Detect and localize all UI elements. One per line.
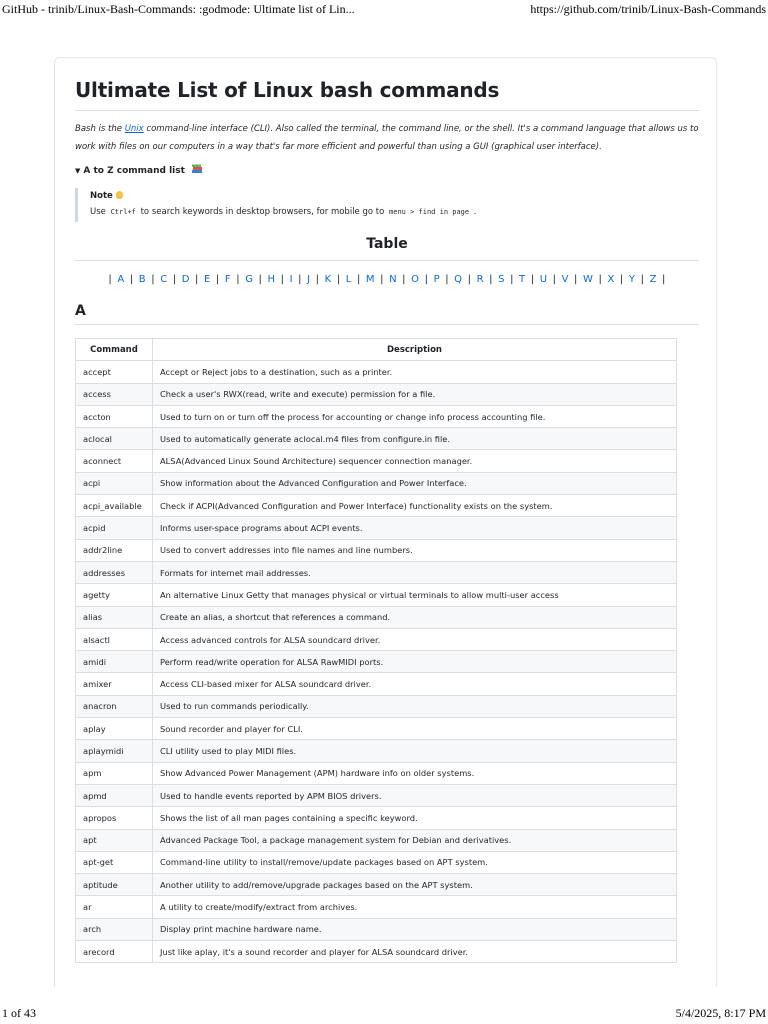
nav-separator: |: [424, 274, 429, 285]
description-cell: Perform read/write operation for ALSA RawMIDI ports.: [153, 651, 677, 673]
letter-link-p[interactable]: P: [433, 274, 440, 285]
table-row: [76, 762, 677, 784]
nav-separator: |: [662, 274, 666, 285]
command-cell: agetty: [76, 584, 153, 606]
nav-separator: |: [574, 274, 578, 285]
description-cell: Used to handle events reported by APM BIOS drivers.: [153, 784, 677, 806]
print-header-url: https://github.com/trinib/Linux-Bash-Commands: [530, 2, 766, 16]
nav-separator: |: [298, 274, 302, 285]
description-cell: Show Advanced Power Management (APM) hardware info on older systems.: [153, 762, 677, 784]
letter-link-s[interactable]: S: [498, 274, 505, 285]
letter-link-r[interactable]: R: [476, 274, 484, 285]
letter-link-f[interactable]: F: [224, 274, 231, 285]
details-toggle[interactable]: [75, 162, 203, 176]
table-row: [76, 718, 677, 740]
command-cell: aptitude: [76, 874, 153, 896]
description-cell: Display print machine hardware name.: [153, 918, 677, 940]
page-count: 1 of 43: [2, 1006, 36, 1020]
table-row: [76, 807, 677, 829]
letter-link-m[interactable]: M: [365, 274, 375, 285]
command-cell: access: [76, 383, 153, 405]
letter-link-g[interactable]: G: [245, 274, 254, 285]
intro-paragraph: [75, 120, 699, 156]
description-cell: Create an alias, a shortcut that references a command.: [153, 606, 677, 628]
intro-text-before: Bash is the: [75, 124, 125, 134]
nav-separator: |: [445, 274, 449, 285]
nav-separator: |: [380, 274, 384, 285]
letter-link-j[interactable]: J: [307, 274, 311, 285]
description-cell: Shows the list of all man pages containing a specific keyword.: [153, 807, 677, 829]
table-row: [76, 383, 677, 405]
letter-link-c[interactable]: C: [160, 274, 168, 285]
nav-separator: |: [258, 274, 263, 285]
description-cell: Check if ACPI(Advanced Configuration and Power Interface) functionality exists on the system.: [153, 495, 677, 517]
letter-link-t[interactable]: T: [519, 274, 526, 285]
nav-separator: |: [510, 274, 514, 285]
table-row: [76, 651, 677, 673]
nav-separator: |: [129, 274, 134, 285]
nav-separator: |: [172, 274, 177, 285]
description-cell: Used to turn on or turn off the process for accounting or change info process accounting file.: [153, 405, 677, 427]
letter-link-y[interactable]: Y: [628, 274, 636, 285]
table-row: [76, 673, 677, 695]
command-cell: alias: [76, 606, 153, 628]
description-cell: Advanced Package Tool, a package management system for Debian and derivatives.: [153, 829, 677, 851]
description-cell: Used to run commands periodically.: [153, 695, 677, 717]
nav-separator: |: [356, 274, 361, 285]
triangle-down-icon: ▼: [75, 167, 81, 175]
table-row: [76, 361, 677, 383]
description-cell: Sound recorder and player for CLI.: [153, 718, 677, 740]
command-cell: addr2line: [76, 539, 153, 561]
page-title: Ultimate List of Linux bash commands: [75, 78, 699, 111]
command-cell: accton: [76, 405, 153, 427]
command-cell: addresses: [76, 561, 153, 583]
table-row: [76, 539, 677, 561]
letter-link-u[interactable]: U: [539, 274, 548, 285]
description-cell: Just like aplay, it's a sound recorder and player for ALSA soundcard driver.: [153, 941, 677, 963]
note-title: Note: [90, 191, 123, 201]
nav-separator: |: [151, 274, 155, 285]
nav-separator: |: [336, 274, 341, 285]
description-cell: Used to automatically generate aclocal.m4 files from configure.in file.: [153, 428, 677, 450]
table-row: [76, 517, 677, 539]
command-cell: arch: [76, 918, 153, 940]
command-cell: amixer: [76, 673, 153, 695]
commands-table: [75, 338, 677, 963]
column-header-description: Description: [153, 339, 677, 361]
command-cell: apm: [76, 762, 153, 784]
table-row: [76, 941, 677, 963]
command-cell: anacron: [76, 695, 153, 717]
command-cell: apmd: [76, 784, 153, 806]
table-heading: Table: [75, 236, 699, 261]
table-row: [76, 584, 677, 606]
menu-path-code: menu > find in page: [389, 208, 470, 216]
command-cell: ar: [76, 896, 153, 918]
table-row: [76, 561, 677, 583]
letter-link-n[interactable]: N: [389, 274, 397, 285]
table-row: [76, 918, 677, 940]
books-icon: [191, 162, 203, 174]
lightbulb-icon: [116, 191, 123, 199]
table-row: [76, 740, 677, 762]
description-cell: ALSA(Advanced Linux Sound Architecture) sequencer connection manager.: [153, 450, 677, 472]
note-text: Use Ctrl+f to search keywords in desktop browsers, for mobile go to menu > find in page .: [90, 207, 477, 217]
table-row: [76, 450, 677, 472]
letter-link-q[interactable]: Q: [454, 274, 463, 285]
table-row: [76, 606, 677, 628]
letter-link-o[interactable]: O: [411, 274, 420, 285]
letter-link-k[interactable]: K: [324, 274, 332, 285]
command-cell: aconnect: [76, 450, 153, 472]
description-cell: Another utility to add/remove/upgrade packages based on the APT system.: [153, 874, 677, 896]
description-cell: Accept or Reject jobs to a destination, such as a printer.: [153, 361, 677, 383]
print-header-title: GitHub - trinib/Linux-Bash-Commands: :godmode: Ultimate list of Lin...: [2, 2, 355, 16]
intro-text-after: command-line interface (CLI). Also called the terminal, the command line, or the shell. It's a command language that allows us to work with files on our computers in a way that's far more efficient and powerful than using a GUI (graphical user interface).: [75, 124, 699, 152]
letter-link-z[interactable]: Z: [649, 274, 657, 285]
description-cell: Check a user's RWX(read, write and execute) permission for a file.: [153, 383, 677, 405]
print-footer: [0, 1004, 768, 1024]
command-cell: acpi: [76, 472, 153, 494]
nav-separator: |: [489, 274, 493, 285]
description-cell: Show information about the Advanced Configuration and Power Interface.: [153, 472, 677, 494]
description-cell: An alternative Linux Getty that manages physical or virtual terminals to allow multi-user access: [153, 584, 677, 606]
letter-link-e[interactable]: E: [204, 274, 211, 285]
nav-separator: |: [530, 274, 535, 285]
nav-separator: |: [195, 274, 199, 285]
command-cell: apt-get: [76, 851, 153, 873]
letter-link-b[interactable]: B: [138, 274, 146, 285]
nav-separator: |: [619, 274, 624, 285]
command-cell: aclocal: [76, 428, 153, 450]
table-row: [76, 628, 677, 650]
table-row: [76, 874, 677, 896]
letter-link-h[interactable]: H: [267, 274, 276, 285]
nav-separator: |: [108, 274, 112, 285]
command-cell: alsactl: [76, 628, 153, 650]
letter-link-d[interactable]: D: [181, 274, 190, 285]
nav-separator: |: [402, 274, 406, 285]
letter-link-i[interactable]: I: [289, 274, 293, 285]
unix-link[interactable]: Unix: [124, 124, 144, 134]
nav-separator: |: [236, 274, 240, 285]
section-heading-a: A: [75, 303, 699, 325]
nav-separator: |: [215, 274, 220, 285]
print-datetime: 5/4/2025, 8:17 PM: [675, 1006, 766, 1020]
command-cell: apropos: [76, 807, 153, 829]
table-row: [76, 896, 677, 918]
column-header-command: Command: [76, 339, 153, 361]
table-row: [76, 829, 677, 851]
table-row: [76, 495, 677, 517]
table-row: [76, 472, 677, 494]
description-cell: CLI utility used to play MIDI files.: [153, 740, 677, 762]
table-row: [76, 695, 677, 717]
description-cell: Formats for internet mail addresses.: [153, 561, 677, 583]
table-row: [76, 851, 677, 873]
letter-index-nav: [75, 274, 699, 285]
details-summary: A to Z command list: [83, 166, 185, 176]
letter-link-x[interactable]: X: [607, 274, 615, 285]
command-cell: aplay: [76, 718, 153, 740]
shortcut-code: Ctrl+f: [110, 208, 136, 216]
nav-separator: |: [552, 274, 557, 285]
nav-separator: |: [280, 274, 285, 285]
command-cell: acpi_available: [76, 495, 153, 517]
note-callout: [75, 188, 695, 222]
table-row: [76, 405, 677, 427]
command-cell: amidi: [76, 651, 153, 673]
print-header: [0, 0, 768, 20]
nav-separator: |: [640, 274, 645, 285]
description-cell: Command-line utility to install/remove/update packages based on APT system.: [153, 851, 677, 873]
letter-link-l[interactable]: L: [345, 274, 352, 285]
command-cell: acpid: [76, 517, 153, 539]
nav-separator: |: [315, 274, 320, 285]
description-cell: Informs user-space programs about ACPI events.: [153, 517, 677, 539]
table-row: [76, 428, 677, 450]
description-cell: Access CLI-based mixer for ALSA soundcard driver.: [153, 673, 677, 695]
command-cell: apt: [76, 829, 153, 851]
letter-link-w[interactable]: W: [583, 274, 594, 285]
table-row: [76, 784, 677, 806]
description-cell: A utility to create/modify/extract from archives.: [153, 896, 677, 918]
command-cell: arecord: [76, 941, 153, 963]
letter-link-a[interactable]: A: [117, 274, 125, 285]
description-cell: Access advanced controls for ALSA soundcard driver.: [153, 628, 677, 650]
command-cell: accept: [76, 361, 153, 383]
description-cell: Used to convert addresses into file names and line numbers.: [153, 539, 677, 561]
command-cell: aplaymidi: [76, 740, 153, 762]
nav-separator: |: [598, 274, 603, 285]
nav-separator: |: [467, 274, 472, 285]
letter-link-v[interactable]: V: [561, 274, 569, 285]
table-header-row: [76, 339, 677, 361]
readme-card: [54, 57, 717, 987]
